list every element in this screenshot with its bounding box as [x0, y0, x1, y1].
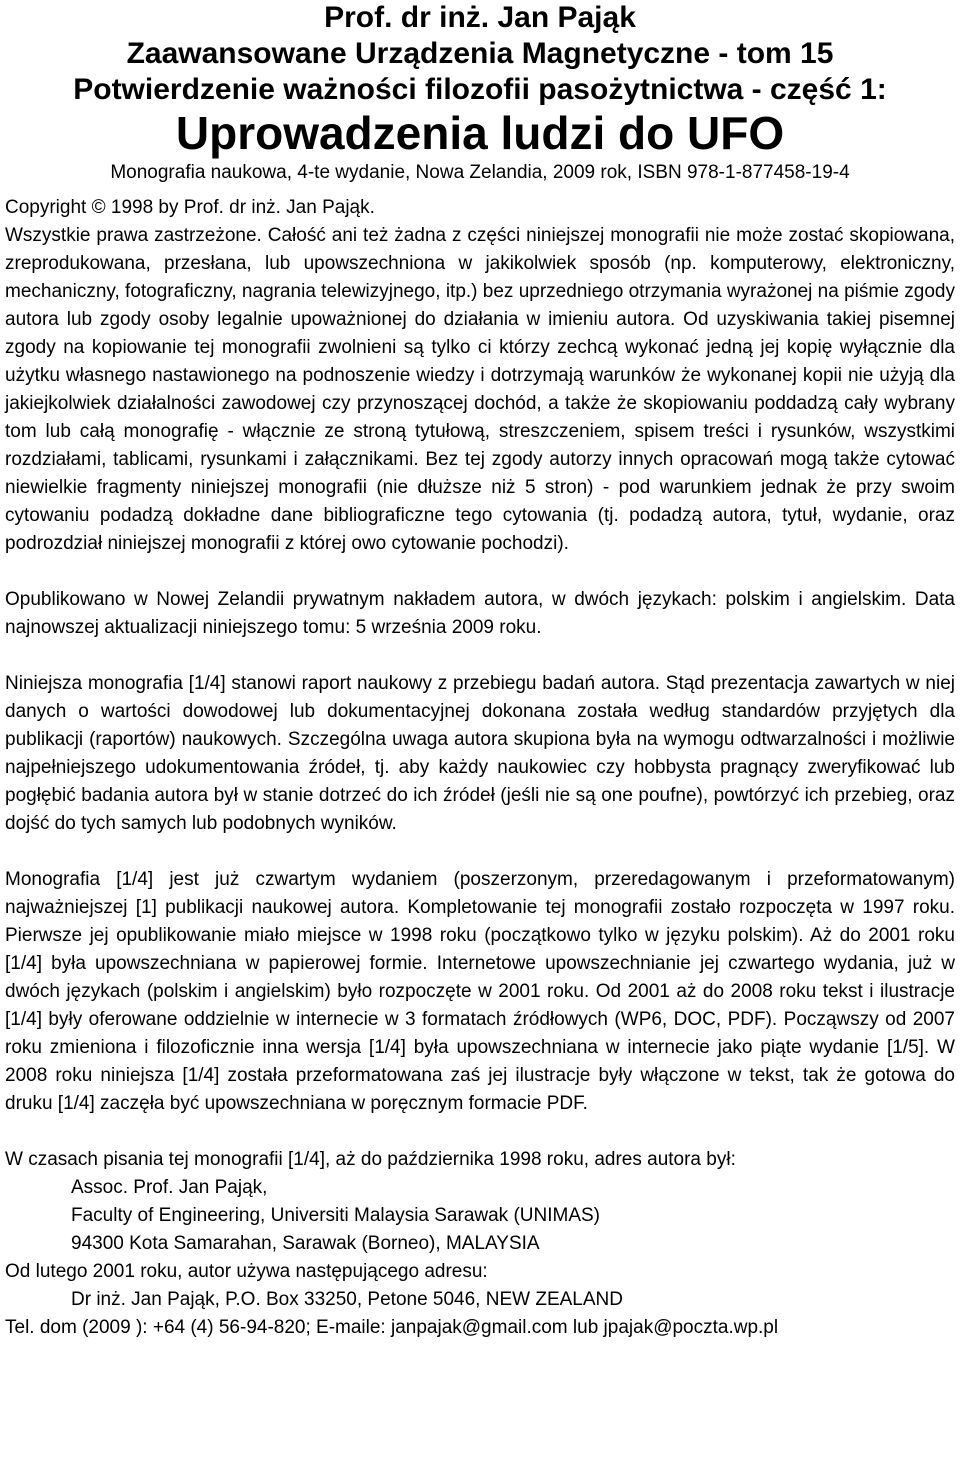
address-intro: W czasach pisania tej monografii [1/4], aż do października 1998 roku, adres autora był: — [5, 1149, 736, 1170]
address-block — [5, 1146, 955, 1342]
subtitle-heading: Potwierdzenie ważności filozofii pasożytnictwa - część 1: — [73, 73, 887, 106]
publication-info: Monografia naukowa, 4-te wydanie, Nowa Zelandia, 2009 rok, ISBN 978-1-877458-19-4 — [110, 162, 850, 183]
title-block — [0, 0, 960, 184]
copyright-line: Copyright © 1998 by Prof. dr inż. Jan Pająk. — [5, 197, 375, 218]
current-address: Dr inż. Jan Pająk, P.O. Box 33250, Petone 5046, NEW ZEALAND — [71, 1289, 623, 1310]
author-heading: Prof. dr inż. Jan Pająk — [324, 1, 636, 34]
copyright-notice: Wszystkie prawa zastrzeżone. Całość ani też żadna z części niniejszej monografii nie może zostać skopiowana, zreprodukowana, przesłana, lub upowszechniona w jakikolwiek sposób (np. komputerowy, elektroniczny, mechaniczny, fotograficzny, nagrania telewizyjnego, itp.) bez uprzedniego otrzymania wyrażonej na piśmie zgody autora lub zgody osoby legalnie upoważnionej do działania w imieniu autora. Od uzyskiwania takiej pisemnej zgody na kopiowanie tej monografii zwolnieni są tylko ci którzy zechcą wykonać jedną jej kopię wyłącznie dla użytku własnego nastawionego na podnoszenie wiedzy i dotrzymają warunków że wykonanej kopii nie użyją dla jakiejkolwiek działalności zawodowej czy przynoszącej dochód, a także że skopiowaniu poddadzą cały wybrany tom lub całą monografię - włącznie ze stroną tytułową, streszczeniem, spisem treści i rysunków, wszystkimi rozdziałami, tablicami, rysunkami i załącznikami. Bez tej zgody autorzy innych opracowań mogą także cytować niewielkie fragmenty niniejszej monografii (nie dłuższe niż 5 stron) - pod warunkiem jednak że przy swoim cytowaniu podadzą dokładne dane bibliograficzne tego cytowania (tj. podadzą autora, tytuł, wydanie, oraz podrozdział niniejszej monografii z której owo cytowanie pochodzi). — [5, 225, 955, 554]
contact-line: Tel. dom (2009 ): +64 (4) 56-94-820; E-maile: janpajak@gmail.com lub jpajak@poczta.wp.pl — [5, 1317, 779, 1338]
address-line-1: Assoc. Prof. Jan Pająk, — [71, 1177, 268, 1198]
address-since: Od lutego 2001 roku, autor używa następującego adresu: — [5, 1261, 488, 1282]
history-paragraph: Monografia [1/4] jest już czwartym wydaniem (poszerzonym, przeredagowanym i przeformatowanym) najważniejszej [1] publikacji naukowej autora. Kompletowanie tej monografii zostało rozpoczęta w 1997 roku. Pierwsze jej opublikowanie miało miejsce w 1998 roku (początkowo tylko w języku polskim). Aż do 2001 roku [1/4] była upowszechniana w papierowej formie. Internetowe upowszechnianie jej czwartego wydania, już w dwóch językach (polskim i angielskim) było rozpoczęte w 2001 roku. Od 2001 aż do 2008 roku tekst i ilustracje [1/4] były oferowane oddzielnie w internecie w 3 formatach źródłowych (WP6, DOC, PDF). Począwszy od 2007 roku zmieniona i filozoficznie inna wersja [1/4] była upowszechniana w internecie jako piąte wydanie [1/5]. W 2008 roku niniejsza [1/4] została przeformatowana zaś jej ilustracje były włączone w tekst, tak że gotowa do druku [1/4] zaczęła być upowszechniana w poręcznym formacie PDF. — [5, 869, 955, 1114]
series-heading: Zaawansowane Urządzenia Magnetyczne - tom 15 — [126, 37, 834, 70]
document-body — [0, 194, 960, 1342]
address-line-2: Faculty of Engineering, Universiti Malaysia Sarawak (UNIMAS) — [71, 1205, 601, 1226]
main-title: Uprowadzenia ludzi do UFO — [175, 107, 785, 159]
publication-paragraph: Opublikowano w Nowej Zelandii prywatnym nakładem autora, w dwóch językach: polskim i angielskim. Data najnowszej aktualizacji niniejszego tomu: 5 września 2009 roku. — [5, 589, 955, 638]
report-paragraph: Niniejsza monografia [1/4] stanowi raport naukowy z przebiegu badań autora. Stąd prezentacja zawartych w niej danych o wartości dowodowej lub dokumentacyjnej dokonana została według standardów przyjętych dla publikacji (raportów) naukowych. Szczególna uwaga autora skupiona była na wymogu odtwarzalności i możliwie najpełniejszego udokumentowania źródeł, tj. aby każdy naukowiec czy hobbysta pragnący zweryfikować lub pogłębić badania autora był w stanie dotrzeć do ich źródeł (jeśli nie są one poufne), powtórzyć ich przebieg, oraz dojść do tych samych lub podobnych wyników. — [5, 673, 955, 834]
address-line-3: 94300 Kota Samarahan, Sarawak (Borneo), MALAYSIA — [71, 1233, 540, 1254]
